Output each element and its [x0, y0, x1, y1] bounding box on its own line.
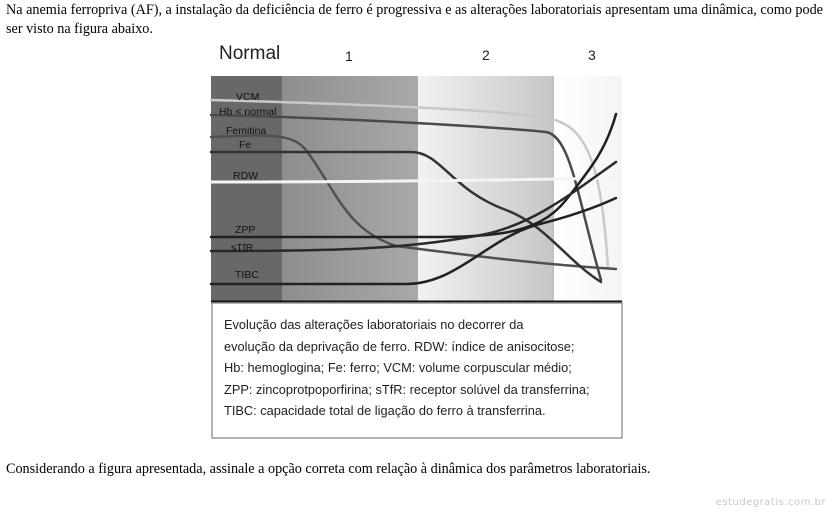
label-hb: Hb < normal: [219, 106, 277, 118]
caption-line: evolução da deprivação de ferro. RDW: índice de anisocitose;: [224, 338, 575, 354]
question-text: Considerando a figura apresentada, assinale a opção correta com relação à dinâmica dos parâmetros laboratoriais.: [6, 461, 651, 477]
caption-line: Hb: hemoglogina; Fe: ferro; VCM: volume corpuscular médio;: [224, 360, 572, 375]
lab-evolution-figure: [206, 40, 630, 440]
stage-1-band: [282, 76, 418, 302]
caption-line: TIBC: capacidade total de ligação do ferro à transferrina.: [224, 403, 546, 418]
stage-label-normal: Normal: [219, 43, 281, 64]
figure-caption: [224, 314, 608, 422]
stage-label-2: 2: [482, 47, 490, 63]
label-ferritina: Femitina: [226, 125, 267, 137]
stage-2-band: [418, 76, 554, 302]
caption-line: Evolução das alterações laboratoriais no decorrer da: [224, 317, 524, 332]
label-stfr: sTfR: [231, 242, 254, 254]
label-fe: Fe: [239, 139, 252, 151]
stage-label-3: 3: [588, 47, 596, 63]
intro-paragraph: Na anemia ferropriva (AF), a instalação da deficiência de ferro é progressiva e as alterações laboratoriais apresentam uma dinâmica, como pode ser visto na figura abaixo.: [6, 2, 823, 37]
caption-line: ZPP: zincoprotpoporfirina; sTfR: receptor solúvel da transferrina;: [224, 381, 590, 397]
label-zpp: ZPP: [235, 224, 256, 236]
label-rdw: RDW: [233, 170, 259, 182]
label-vcm: VCM: [236, 91, 260, 103]
stage-label-1: 1: [345, 48, 353, 64]
label-tibc: TIBC: [235, 269, 259, 281]
site-watermark: estudegratis.com.br: [715, 497, 826, 508]
